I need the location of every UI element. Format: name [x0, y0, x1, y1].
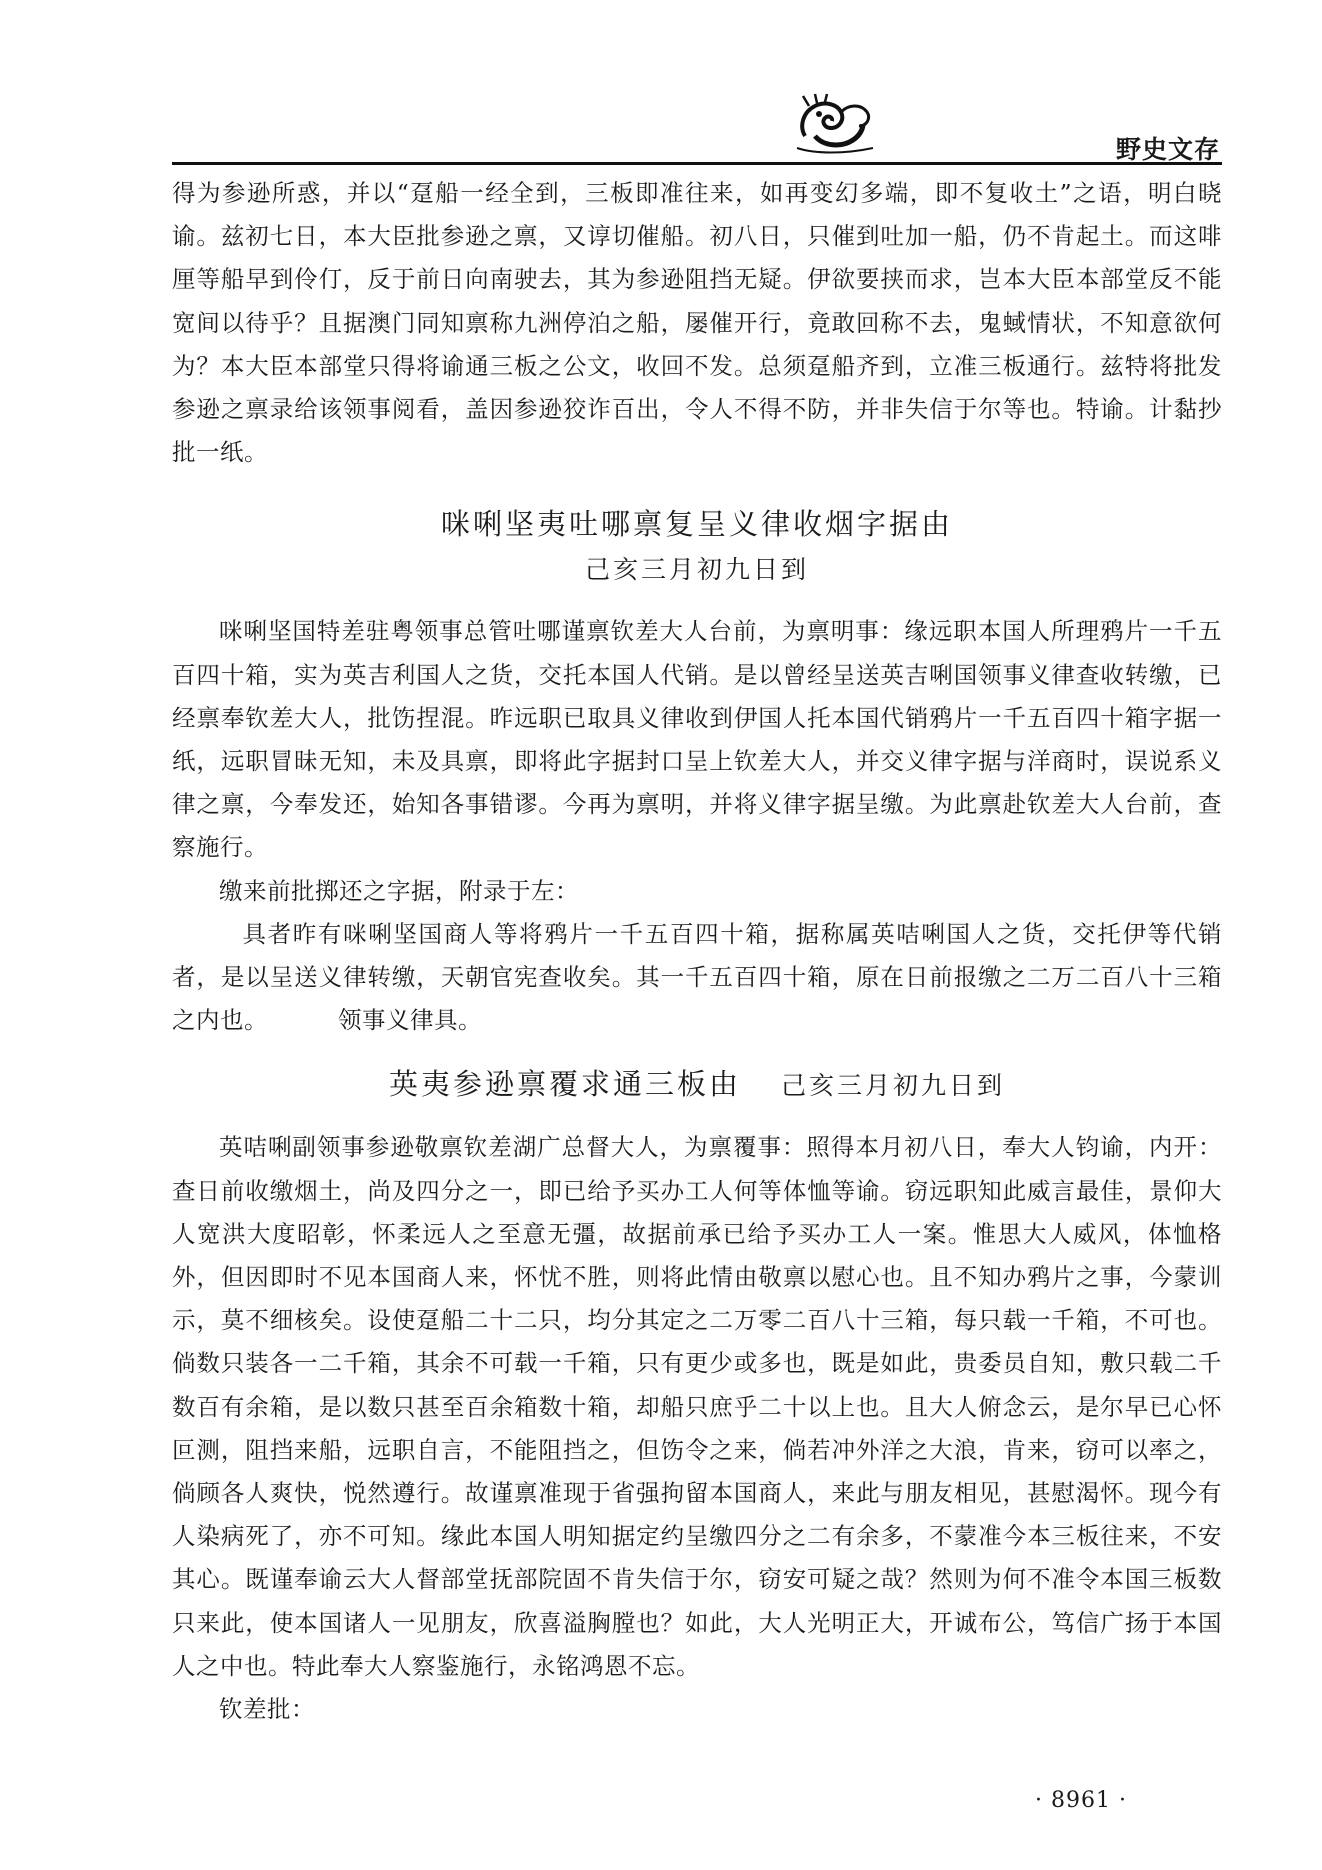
section1-attachment-signature: 领事义律具。	[338, 1006, 482, 1035]
section2-body: 英咭唎副领事参逊敬禀钦差湖广总督大人，为禀覆事：照得本月初八日，奉大人钧谕，内开：查日前收缴烟土，尚及四分之一，即已给予买办工人何等体恤等谕。窃远职知此威言最佳，景仰大人宽洪大度昭彰，怀柔远人之至意无彊，故据前承已给予买办工人一案。惟思大人威风，体恤格外，但因即时不见本国商人来，怀忧不胜，则将此情由敬禀以慰心也。且不知办鸦片之事，今蒙训示，莫不细核矣。设使趸船二十二只，均分其定之二万零二百八十三箱，每只载一千箱，不可也。倘数只装各一二千箱，其余不可载一千箱，只有更少或多也，既是如此，贵委员自知，敷只载二千数百有余箱，是以数只甚至百余箱数十箱，却船只庶乎二十以上也。且大人俯念云，是尔早已心怀叵测，阻挡来船，远职自言，不能阻挡之，但饬令之来，倘若冲外洋之大浪，肯来，窃可以率之，倘顾各人爽快，悦然遵行。故谨禀准现于省强拘留本国商人，来此与朋友相见，甚慰渴怀。现今有人染病死了，亦不可知。缘此本国人明知据定约呈缴四分之二有余多，不蒙准今本三板往来，不安其心。既谨奉谕云大人督部堂抚部院固不肯失信于尔，窃安可疑之哉？然则为何不准令本国三板数只来此，使本国诸人一见朋友，欣喜溢胸膛也？如此，大人光明正大，开诚布公，笃信广扬于本国人之中也。特此奉大人察鉴施行，永铭鸿恩不忘。	[172, 1133, 1222, 1680]
section2-heading	[172, 1060, 1222, 1110]
section1-attachment-body: 具者昨有咪唎坚国商人等将鸦片一千五百四十箱，据称属英咭唎国人之货，交托伊等代销者，是以呈送义律转缴，天朝官宪查收矣。其一千五百四十箱，原在日前报缴之二万二百八十三箱之内也。	[172, 919, 1222, 1035]
section1-attachment	[172, 913, 1222, 1043]
section1-date: 己亥三月初九日到	[584, 555, 809, 585]
page-number: · 8961 ·	[1035, 1788, 1127, 1813]
section2-closing: 钦差批：	[219, 1695, 315, 1724]
document-body	[172, 172, 1222, 1731]
section1-attachment-intro: 缴来前批掷还之字据，附录于左：	[219, 876, 579, 905]
header-rule	[172, 162, 1222, 165]
intro-paragraph: 得为参逊所惑，并以“趸船一经全到，三板即准往来，如再变幻多端，即不复收土”之语，明白晓谕。兹初七日，本大臣批参逊之禀，又谆切催船。初八日，只催到吐加一船，仍不肯起土。而这啡厘等船早到伶仃，反于前日向南驶去，其为参逊阻挡无疑。伊欲要挟而求，岂本大臣本部堂反不能宽间以待乎？且据澳门同知禀称九洲停泊之船，屡催开行，竟敢回称不去，鬼蜮情状，不知意欲何为？本大臣本部堂只得将谕通三板之公文，收回不发。总须趸船齐到，立准三板通行。兹特将批发参逊之禀录给该领事阅看，盖因参逊狡诈百出，令人不得不防，并非失信于尔等也。特谕。计黏抄批一纸。	[172, 179, 1222, 467]
section1-title: 咪唎坚夷吐哪禀复呈义律收烟字据由	[440, 507, 953, 542]
page-header	[0, 0, 1322, 170]
section1-body: 咪唎坚国特差驻粤领事总管吐哪谨禀钦差大人台前，为禀明事：缘远职本国人所理鸦片一千五百四十箱，实为英吉利国人之货，交托本国人代销。是以曾经呈送英吉唎国领事义律查收转缴，已经禀奉钦差大人，批饬捏混。昨远职已取具义律收到伊国人托本国代销鸦片一千五百四十箱字据一纸，远职冒昧无知，未及具禀，即将此字据封口呈上钦差大人，并交义律字据与洋商时，误说系义律之禀，今奉发还，始知各事错谬。今再为禀明，并将义律字据呈缴。为此禀赴钦差大人台前，查察施行。	[172, 617, 1222, 862]
series-title: 野史文存	[1115, 135, 1220, 164]
dragon-emblem-icon	[795, 92, 875, 158]
section2-date: 己亥三月初九日到	[781, 1071, 1006, 1101]
section2-title: 英夷参逊禀覆求通三板由	[388, 1067, 741, 1102]
